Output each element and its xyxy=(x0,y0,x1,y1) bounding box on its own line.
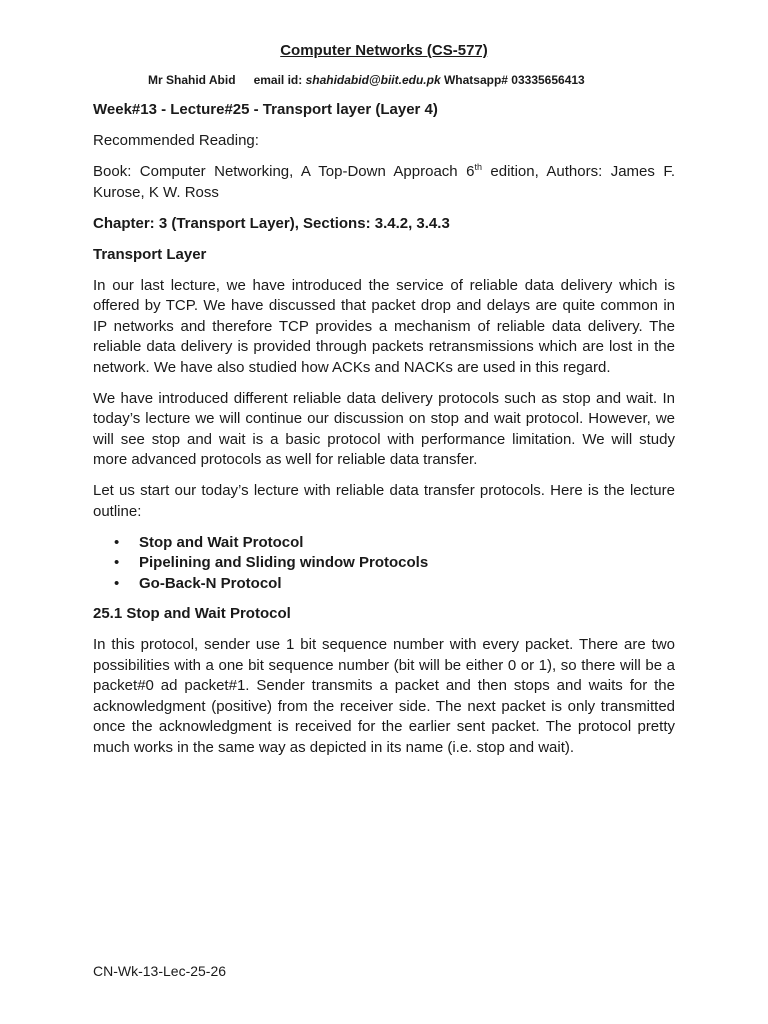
paragraph: In this protocol, sender use 1 bit sequence number with every packet. There are two possibilities with a one bit sequence number (bit will be either 0 or 1), so there will be a packet#0 ad packet#1. Sender transmits a packet and then stops and waits for the acknowledgment (positive) from the receiver side. The next packet is only transmitted once the acknowledgment is received for the earlier sent packet. The protocol pretty much works in the same way as depicted in its name (i.e. stop and wait). xyxy=(93,636,675,756)
outline-item-label: Pipelining and Sliding window Protocols xyxy=(139,554,429,571)
book-suffix: edition, Authors: James F. Kurose, K W. Ross xyxy=(93,163,675,201)
paragraph: We have introduced different reliable data delivery protocols such as stop and wait. In today’s lecture we will continue our discussion on stop and wait protocol. However, we will see stop and wait is a basic protocol with performance limitation. We will study more advanced protocols as well for reliable data transfer. xyxy=(93,389,675,468)
reading-label: Recommended Reading: xyxy=(93,132,259,149)
bullet-icon: • xyxy=(114,574,120,592)
list-item xyxy=(93,574,675,595)
outline-item-label: Stop and Wait Protocol xyxy=(139,533,304,551)
email-label: email id: xyxy=(253,73,306,87)
book-reference xyxy=(93,162,675,203)
whatsapp-number: Whatsapp# 03335656413 xyxy=(440,73,585,87)
bullet-icon: • xyxy=(114,533,120,551)
course-title: Computer Networks (CS-577) xyxy=(280,42,488,59)
chapter-reference: Chapter: 3 (Transport Layer), Sections: 3.4.2, 3.4.3 xyxy=(93,214,450,232)
paragraph: In our last lecture, we have introduced the service of reliable data delivery which is offered by TCP. We have discussed that packet drop and delays are quite common in IP networks and therefore TCP provides a mechanism of reliable data delivery. The reliable data delivery is provided through packets retransmissions which are lost in the network. We have also studied how ACKs and NACKs are used in this regard. xyxy=(93,276,675,376)
footer-code: CN-Wk-13-Lec-25-26 xyxy=(93,963,227,979)
edition-superscript: th xyxy=(474,162,482,172)
email-address: shahidabid@biit.edu.pk xyxy=(305,73,441,87)
bullet-icon: • xyxy=(114,554,120,571)
section-heading-transport: Transport Layer xyxy=(93,245,207,263)
list-item xyxy=(93,533,675,554)
document-body xyxy=(93,100,675,769)
outline-item-label: Go-Back-N Protocol xyxy=(139,574,282,592)
author-line xyxy=(148,73,585,87)
section-heading-stop-wait: 25.1 Stop and Wait Protocol xyxy=(93,605,291,622)
list-item xyxy=(93,553,675,574)
lecture-heading: Week#13 - Lecture#25 - Transport layer (Layer 4) xyxy=(93,101,438,118)
paragraph: Let us start our today’s lecture with reliable data transfer protocols. Here is the lecture outline: xyxy=(93,482,675,520)
instructor-name: Mr Shahid Abid xyxy=(148,73,236,87)
lecture-outline-list xyxy=(93,533,675,595)
book-prefix: Book: Computer Networking, A Top-Down Approach 6 xyxy=(93,163,475,180)
